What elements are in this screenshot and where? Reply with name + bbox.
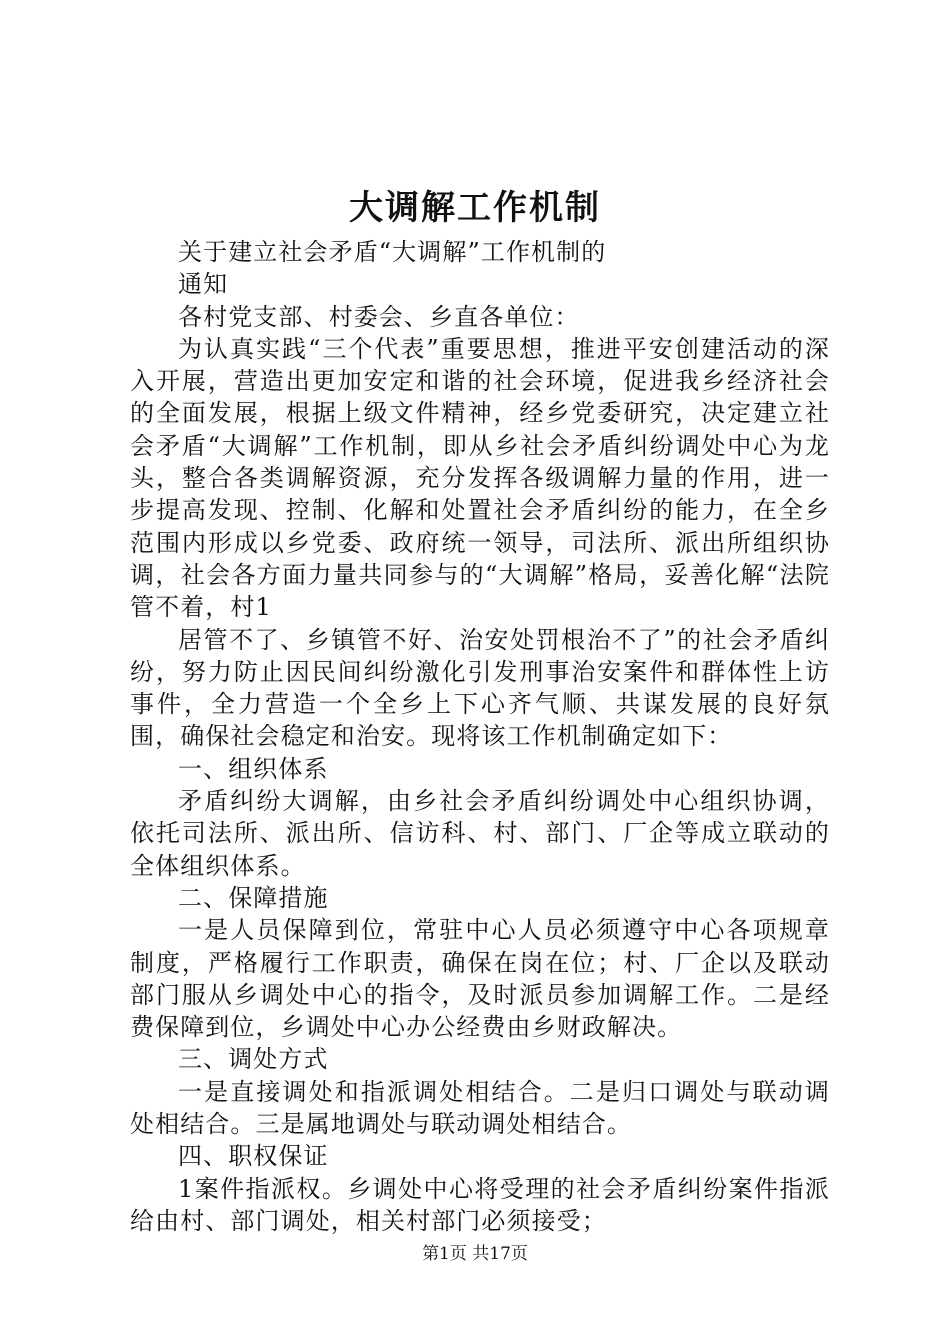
section-1-paragraph: 矛盾纠纷大调解，由乡社会矛盾纠纷调处中心组织协调，依托司法所、派出所、信访科、村、部门、厂企等成立联动的全体组织体系。 <box>130 787 830 880</box>
page-number: 第1页 <box>422 1244 467 1264</box>
paragraph-intro-cont: 居管不了、乡镇管不好、治安处罚根治不了”的社会矛盾纠纷，努力防止因民间纠纷激化引发刑事治安案件和群体性上访事件，全力营造一个全乡上下心齐气顺、共谋发展的良好氛围，确保社会稳定和治安。现将该工作机制确定如下： <box>130 625 830 751</box>
page-footer <box>0 1243 950 1265</box>
document-title: 大调解工作机制 <box>349 188 601 228</box>
section-heading-4: 四、职权保证 <box>178 1142 329 1171</box>
document-body <box>130 236 830 1237</box>
section-4-paragraph: 1案件指派权。乡调处中心将受理的社会矛盾纠纷案件指派给由村、部门调处，相关村部门必须接受； <box>130 1174 830 1235</box>
section-heading-1: 一、组织体系 <box>178 754 329 783</box>
page-total: 共17页 <box>472 1244 528 1264</box>
subject-line-cont: 通知 <box>178 270 229 299</box>
salutation: 各村党支部、村委会、乡直各单位： <box>178 302 580 331</box>
paragraph-intro: 为认真实践“三个代表”重要思想，推进平安创建活动的深入开展，营造出更加安定和谐的社会环境，促进我乡经济社会的全面发展，根据上级文件精神，经乡党委研究，决定建立社会矛盾“大调解”工作机制，即从乡社会矛盾纠纷调处中心为龙头，整合各类调解资源，充分发挥各级调解力量的作用，进一步提高发现、控制、化解和处置社会矛盾纠纷的能力，在全乡范围内形成以乡党委、政府统一领导，司法所、派出所组织协调，社会各方面力量共同参与的“大调解”格局，妥善化解“法院管不着，村1 <box>130 334 830 622</box>
section-heading-3: 三、调处方式 <box>178 1045 329 1074</box>
subject-line: 关于建立社会矛盾“大调解”工作机制的 <box>178 238 607 266</box>
section-heading-2: 二、保障措施 <box>178 883 329 912</box>
section-2-paragraph: 一是人员保障到位，常驻中心人员必须遵守中心各项规章制度，严格履行工作职责，确保在岗在位；村、厂企以及联动部门服从乡调处中心的指令，及时派员参加调解工作。二是经费保障到位，乡调处中心办公经费由乡财政解决。 <box>130 916 830 1042</box>
section-3-paragraph: 一是直接调处和指派调处相结合。二是归口调处与联动调处相结合。三是属地调处与联动调处相结合。 <box>130 1077 830 1139</box>
